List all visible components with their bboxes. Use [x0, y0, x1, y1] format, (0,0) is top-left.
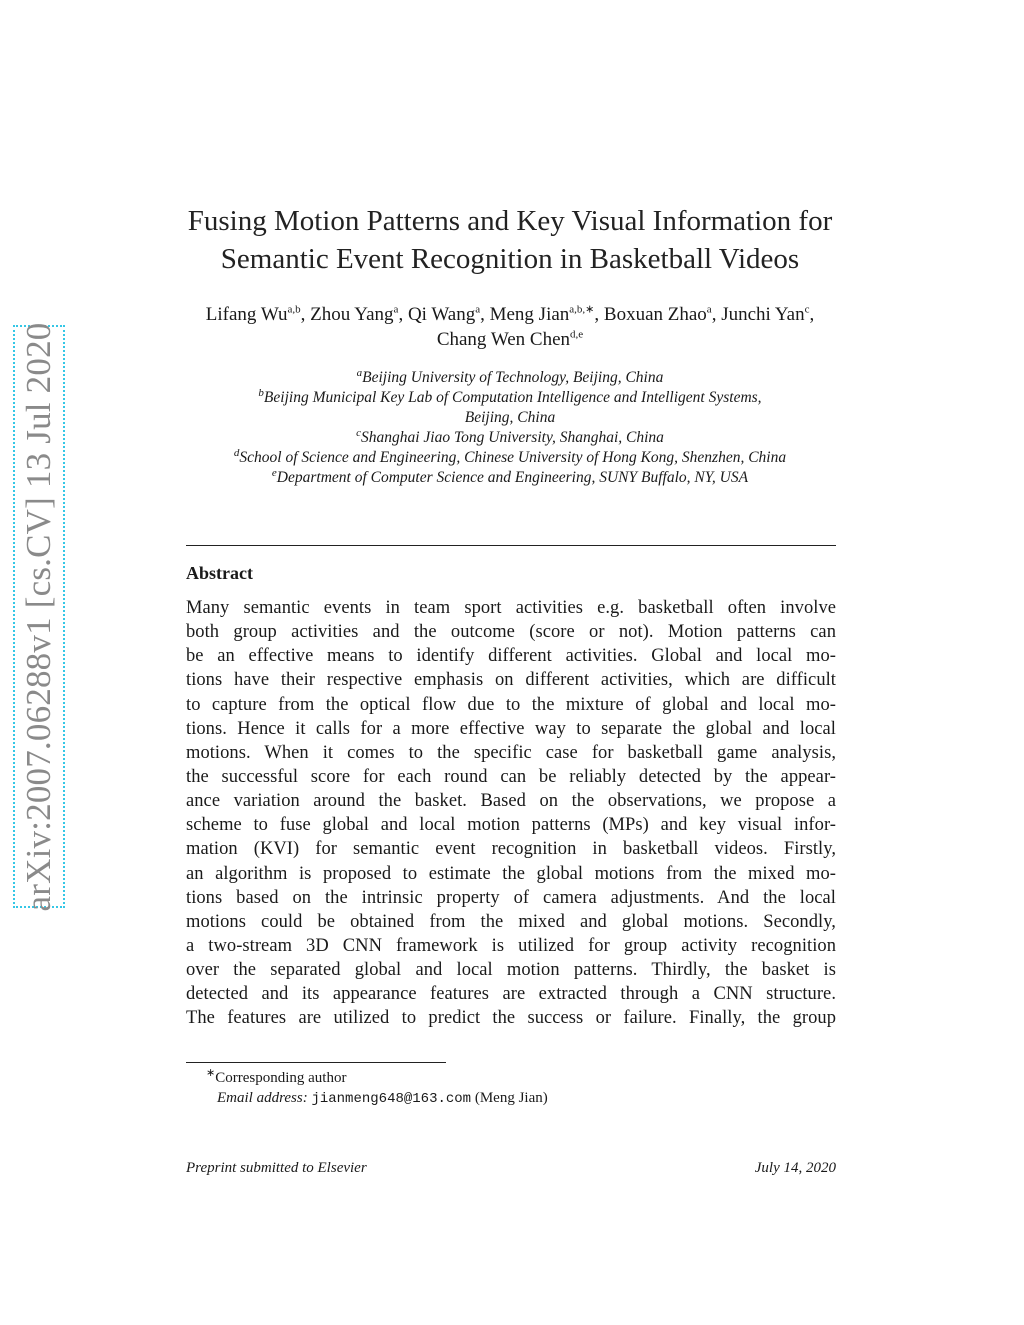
footnote — [186, 1068, 836, 1109]
author-list — [180, 302, 840, 352]
author-name: Qi Wang — [407, 304, 476, 325]
affiliation-mark: a — [356, 366, 363, 379]
footer-date: July 14, 2020 — [754, 1160, 836, 1176]
author-separator: , — [711, 304, 722, 325]
email-owner: (Meng Jian) — [474, 1090, 548, 1106]
affiliation-mark: d — [233, 446, 240, 459]
title-line-2: Semantic Event Recognition in Basketball Videos — [220, 243, 800, 275]
affiliation-mark: c — [356, 426, 361, 439]
email-address[interactable]: jianmeng648@163.com — [311, 1091, 472, 1107]
author-separator: , — [809, 304, 815, 325]
affiliation-list — [150, 368, 870, 488]
abstract-body — [186, 596, 836, 1031]
abstract-line: a two-stream 3D CNN framework is utilized for group activity recognition — [186, 935, 836, 956]
abstract-line: mation (KVI) for semantic event recognition in basketball videos. Firstly, — [186, 839, 836, 860]
author-separator: , — [300, 304, 311, 325]
author-affiliation-mark: a,b,∗ — [569, 303, 595, 316]
title-divider — [186, 545, 836, 546]
abstract-line: scheme to fuse global and local motion patterns (MPs) and key visual infor- — [186, 815, 836, 836]
affiliation-text: Beijing, China — [464, 409, 556, 426]
footnote-corresponding — [186, 1068, 836, 1088]
affiliation — [150, 448, 870, 468]
author-affiliation-mark: a — [706, 303, 712, 316]
footnote-divider — [186, 1062, 446, 1063]
author-affiliation-mark: a — [475, 303, 481, 316]
affiliation-text: Beijing Municipal Key Lab of Computation Intelligence and Intelligent Systems, — [263, 389, 762, 406]
abstract-line: tions based on the intrinsic property of camera adjustments. And the local — [186, 887, 836, 908]
abstract-line: be an effective means to identify different activities. Global and local mo- — [186, 646, 836, 667]
footnote-mark: ∗ — [206, 1067, 216, 1079]
footer-preprint: Preprint submitted to Elsevier — [186, 1160, 367, 1176]
affiliation — [150, 388, 870, 408]
affiliation — [150, 428, 870, 448]
affiliation-mark: e — [271, 466, 277, 479]
author-separator: , — [398, 304, 408, 325]
abstract-line: to capture from the optical flow due to the mixture of global and local mo- — [186, 694, 836, 715]
author-affiliation-mark: d,e — [570, 328, 584, 341]
affiliation — [150, 408, 870, 428]
abstract-line: an algorithm is proposed to estimate the global motions from the mixed mo- — [186, 863, 836, 884]
corresponding-author-label: Corresponding author — [215, 1070, 347, 1086]
author-name: Boxuan Zhao — [603, 304, 707, 325]
author-affiliation-mark: a,b — [287, 303, 301, 316]
author-separator: , — [480, 304, 490, 325]
abstract-line: tions have their respective emphasis on different activities, which are difficult — [186, 670, 836, 691]
abstract-line: over the separated global and local motion patterns. Thirdly, the basket is — [186, 960, 836, 981]
author-affiliation-mark: c — [804, 303, 810, 316]
abstract-heading: Abstract — [186, 563, 253, 583]
author-name: Zhou Yang — [310, 304, 394, 325]
abstract-line: ance variation around the basket. Based on the observations, we propose a — [186, 791, 836, 812]
abstract-line: the successful score for each round can be reliably detected by the appear- — [186, 766, 836, 787]
arxiv-id: arXiv:2007.06288v1 [cs.CV] 13 Jul 2020 — [19, 322, 58, 911]
affiliation-text: Beijing University of Technology, Beijing, China — [362, 369, 664, 386]
abstract-line: tions. Hence it calls for a more effective way to separate the global and local — [186, 718, 836, 739]
footnote-email — [186, 1088, 836, 1109]
affiliation-text: School of Science and Engineering, Chinese University of Hong Kong, Shenzhen, China — [239, 449, 787, 466]
abstract-line: motions. When it comes to the specific case for basketball game analysis, — [186, 742, 836, 763]
abstract-line: Many semantic events in team sport activities e.g. basketball often involve — [186, 598, 836, 618]
paper-title — [150, 202, 870, 278]
abstract-line: detected and its appearance features are extracted through a CNN structure. — [186, 984, 836, 1005]
author-name: Chang Wen Chen — [436, 329, 571, 350]
author-name: Meng Jian — [489, 304, 570, 325]
affiliation — [150, 468, 870, 488]
abstract-line: motions could be obtained from the mixed and global motions. Secondly, — [186, 911, 836, 932]
abstract-line: The features are utilized to predict the success or failure. Finally, the group — [186, 1008, 836, 1029]
abstract-line: both group activities and the outcome (score or not). Motion patterns can — [186, 622, 836, 643]
author-separator: , — [594, 304, 604, 325]
arxiv-sidebar-stamp — [13, 322, 65, 911]
affiliation-text: Shanghai Jiao Tong University, Shanghai, China — [360, 429, 664, 446]
author-affiliation-mark: a — [393, 303, 399, 316]
author-name: Lifang Wu — [205, 304, 288, 325]
affiliation — [150, 368, 870, 388]
author-name: Junchi Yan — [721, 304, 805, 325]
affiliation-text: Department of Computer Science and Engineering, SUNY Buffalo, NY, USA — [276, 469, 749, 486]
title-line-1: Fusing Motion Patterns and Key Visual Information for — [187, 205, 833, 237]
affiliation-mark: b — [258, 386, 264, 399]
email-label: Email address: — [217, 1090, 308, 1106]
